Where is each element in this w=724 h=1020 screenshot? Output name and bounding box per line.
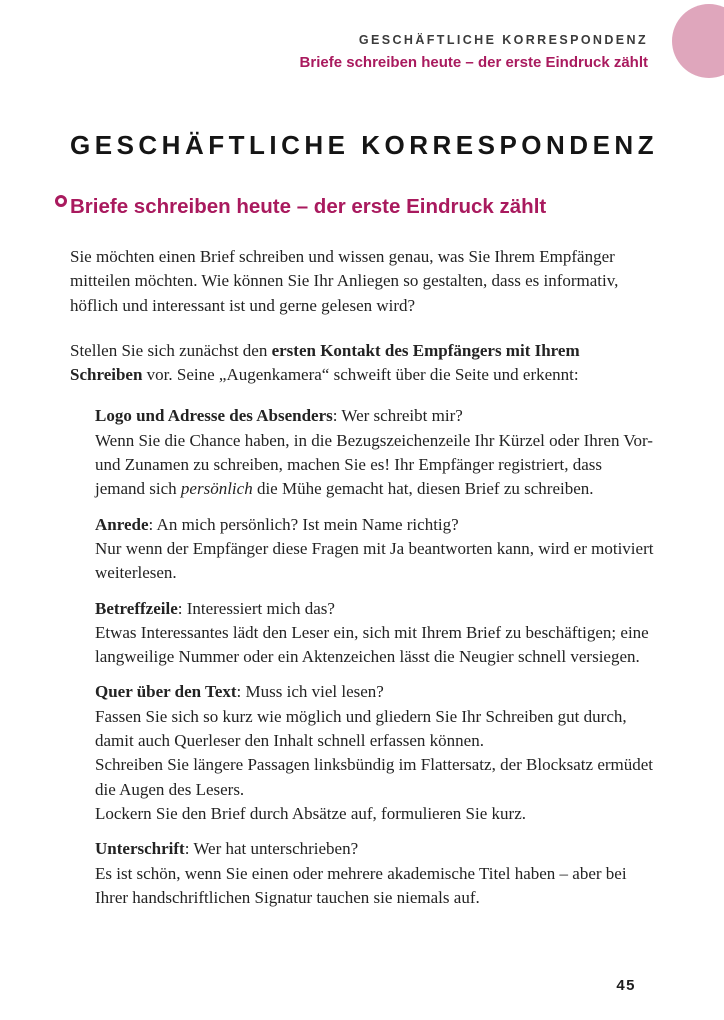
bold-text-run: Unterschrift [95, 839, 185, 859]
bold-text-run: Betreffzeile [95, 598, 178, 618]
text-run: Stellen Sie sich zunächst den [70, 340, 272, 360]
item-paragraph [95, 753, 654, 802]
item-paragraph [95, 680, 654, 704]
chapter-title: GESCHÄFTLICHE KORRESPONDENZ [70, 130, 659, 160]
text-run: Sie möchten einen Brief schreiben und wissen genau, was Sie Ihrem Empfänger mitteilen möchten. Wie können Sie Ihr Anliegen so gestalten, dass es informativ, höflich und interessant ist und gerne gelesen wird? [70, 247, 619, 315]
scan-item [95, 837, 654, 910]
header-chapter-title: GESCHÄFTLICHE KORRESPONDENZ [358, 33, 648, 47]
page-content [70, 130, 659, 921]
intro-paragraph [70, 245, 654, 318]
page-number: 45 [616, 977, 636, 994]
text-run: die Mühe gemacht hat, diesen Brief zu schreiben. [252, 479, 594, 499]
text-run: vor. Seine „Augenkamera“ schweift über die Seite und erkennt: [142, 365, 579, 385]
scan-item [95, 404, 654, 501]
item-paragraph [95, 429, 654, 502]
scan-item [95, 597, 654, 670]
section-heading-text: Briefe schreiben heute – der erste Eindruck zählt [70, 195, 547, 218]
item-paragraph [95, 621, 654, 670]
bold-text-run: Anrede [95, 514, 149, 534]
italic-text-run: persönlich [180, 479, 253, 499]
bold-text-run: ersten Kontakt des Empfängers mit Ihrem Schreiben [70, 340, 580, 385]
bold-text-run: Logo und Adresse des Absenders [95, 406, 333, 426]
header-section-title: Briefe schreiben heute – der erste Eindruck zählt [299, 54, 648, 71]
item-paragraph [95, 597, 654, 621]
item-paragraph [95, 837, 654, 861]
intro-paragraph [70, 339, 654, 388]
text-run: : Muss ich viel lesen? [236, 682, 384, 702]
corner-decoration-circle [672, 4, 724, 78]
item-paragraph [95, 802, 654, 826]
text-run: Wenn Sie die Chance haben, in die Bezugszeichenzeile Ihr Kürzel oder Ihren Vor- und Zunamen zu schreiben, machen Sie es! Ihr Empfänger registriert, dass jemand sich [95, 430, 653, 499]
bold-text-run: Quer über den Text [95, 682, 237, 702]
scan-items-list [70, 404, 654, 910]
text-run: Etwas Interessantes lädt den Leser ein, sich mit Ihrem Brief zu beschäftigen; eine langweilige Nummer oder ein Aktenzeichen lässt die Neugier schnell versiegen. [95, 622, 649, 667]
item-paragraph [95, 513, 654, 537]
page-header [300, 33, 648, 71]
text-run: Lockern Sie den Brief durch Absätze auf, formulieren Sie kurz. [95, 803, 526, 823]
item-paragraph [95, 862, 654, 911]
text-run: Es ist schön, wenn Sie einen oder mehrere akademische Titel haben – aber bei Ihrer handschriftlichen Signatur tauchen sie niemals auf. [95, 863, 627, 907]
text-run: Fassen Sie sich so kurz wie möglich und gliedern Sie Ihr Schreiben gut durch, damit auch Querleser den Inhalt schnell erfassen können. [95, 706, 627, 751]
section-heading [70, 195, 654, 219]
ring-bullet-icon [55, 195, 67, 207]
text-run: : Wer hat unterschrieben? [184, 839, 359, 859]
scan-item [95, 513, 654, 586]
text-run: : An mich persönlich? Ist mein Name richtig? [148, 514, 459, 534]
text-run: : Interessiert mich das? [177, 598, 335, 618]
scan-item [95, 680, 654, 826]
item-paragraph [95, 705, 654, 754]
text-run: Nur wenn der Empfänger diese Fragen mit Ja beantworten kann, wird er motiviert weiterlesen. [95, 538, 654, 583]
text-run: : Wer schreibt mir? [332, 406, 463, 426]
item-paragraph [95, 404, 654, 428]
intro-paragraphs [70, 245, 654, 387]
text-run: Schreiben Sie längere Passagen linksbündig im Flattersatz, der Blocksatz ermüdet die Augen des Lesers. [95, 755, 654, 799]
item-paragraph [95, 537, 654, 586]
